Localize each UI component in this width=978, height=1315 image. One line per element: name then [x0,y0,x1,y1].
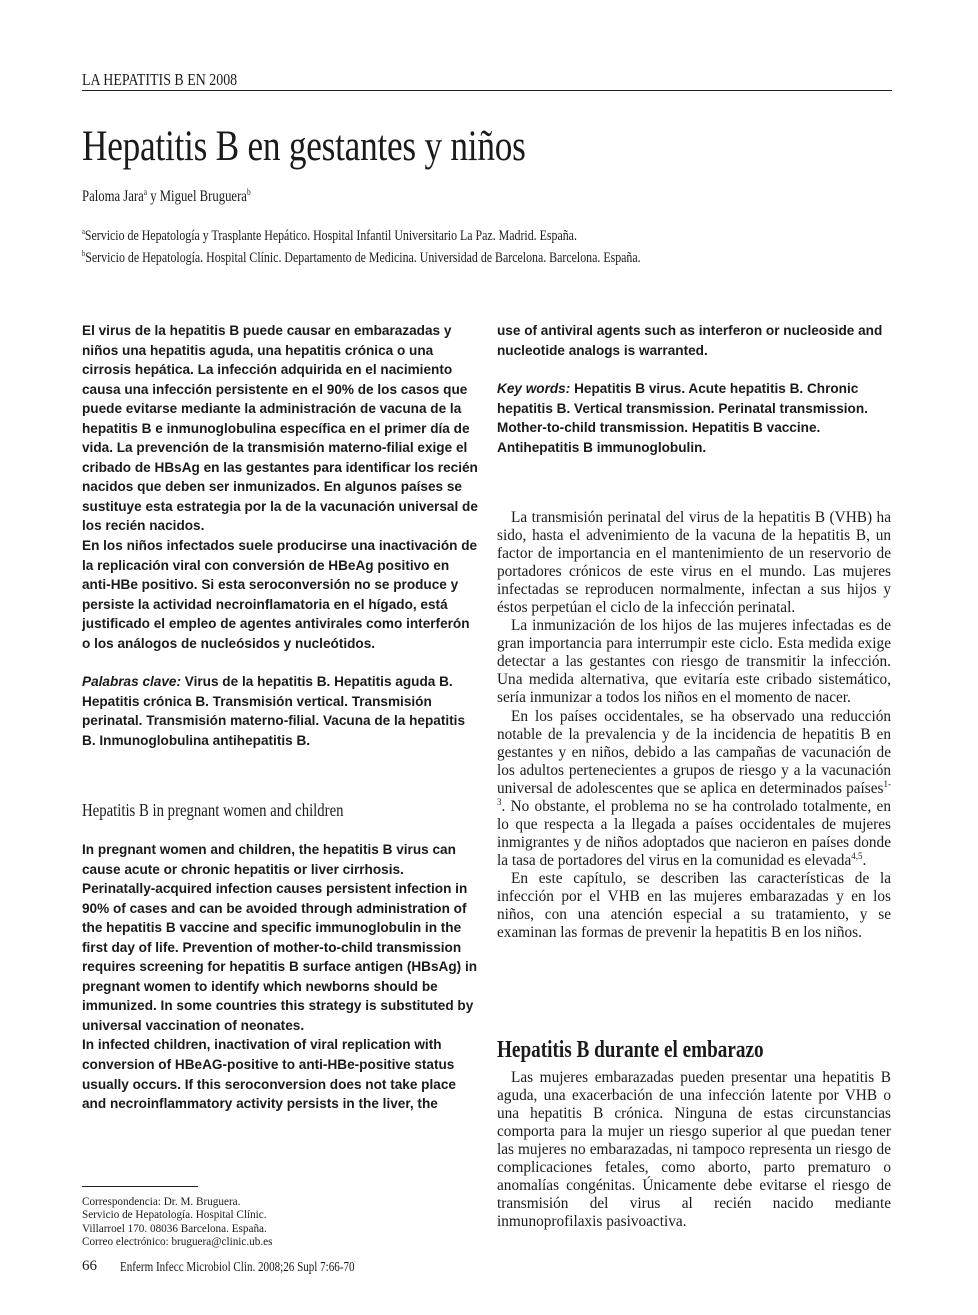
affiliations [82,223,641,267]
abstract-paragraph: In pregnant women and children, the hepatitis B virus can cause acute or chronic hepatitis or liver cirrhosis. Perinatally-acquired infection causes persistent infection in 90% of cases and can be avoided through administration of the hepatitis B vaccine and specific immunoglobulin in the first day of life. Prevention of mother-to-child transmission requires screening for hepatitis B surface antigen (HBsAg) in pregnant women to identify which newborns should be immunized. In some countries this strategy is substituted by universal vaccination of neonates. [82,842,478,1033]
correspondence-email: Correo electrónico: bruguera@clinic.ub.es [82,1235,273,1248]
affiliation-line [82,223,641,245]
body-paragraph: La inmunización de los hijos de las mujeres infectadas es de gran importancia para interrumpir este ciclo. Esta medida exige detectar a las gestantes con riesgo de transmitir la infección. Una medida alternativa, que evitaría este cribado sistemático, sería inmunizar a todos los niños en el momento de nacer. [497,617,891,707]
english-keywords [497,379,893,457]
author-list [82,187,251,206]
correspondence-line: Villarroel 170. 08036 Barcelona. España. [82,1222,267,1235]
correspondence-line: Correspondencia: Dr. M. Bruguera. [82,1196,241,1208]
affiliation-mark: a [82,227,85,236]
introduction [497,509,891,942]
keywords-label: Palabras clave: [82,674,181,690]
author-connector: y [147,188,160,206]
author-name: Miguel Bruguera [159,188,247,206]
footnote-rule [82,1186,198,1187]
page-number: 66 [82,1258,97,1274]
spanish-keywords [82,672,478,750]
journal-citation: Enferm Infecc Microbiol Clin. 2008;26 Supl 7:66-70 [120,1259,355,1274]
author-affiliation-mark: a [143,187,148,197]
english-abstract [82,840,478,1114]
reference-mark: 1-3 [497,778,891,807]
keywords-text: Virus de la hepatitis B. Hepatitis aguda B. Hepatitis crónica B. Transmisión vertical. Transmisión perinatal. Transmisión materno-filial. Vacuna de la hepatitis B. Inmunoglobulina antihepatitis B. [82,674,466,748]
body-paragraph: La transmisión perinatal del virus de la hepatitis B (VHB) ha sido, hasta el advenimiento de la vacuna de la hepatitis B, un factor de importancia en el mantenimiento de un reservorio de portadores crónicos de este virus en el mundo. Las mujeres infectadas se reproducen normalmente, infectan a sus hijos y éstos perpetúan el ciclo de la infección perinatal. [497,509,891,617]
running-header: LA HEPATITIS B EN 2008 [82,70,238,89]
keywords-label: Key words: [497,381,571,397]
body-text-run: En los países occidentales, se ha observado una reducción notable de la prevalencia y de la incidencia de hepatitis B en gestantes y en niños, debido a las campañas de vacunación de los adultos pertenecientes a grupos de riesgo y a la vacunación universal de adolescentes que se aplica en determinados países [497,707,891,797]
body-text-run: . [862,851,867,869]
author-affiliation-mark: b [246,187,251,197]
section-heading: Hepatitis B durante el embarazo [497,1037,764,1063]
reference-mark: 4,5 [851,850,863,861]
abstract-paragraph: use of antiviral agents such as interferon or nucleoside and nucleotide analogs is warranted. [497,323,883,358]
article-title: Hepatitis B en gestantes y niños [82,123,526,170]
english-abstract-continued [497,321,893,457]
section-body [497,1069,891,1231]
author-name: Paloma Jara [82,188,144,206]
header-rule [82,90,892,91]
affiliation-text: Servicio de Hepatología. Hospital Clínic. Departamento de Medicina. Universidad de Barcelona. Barcelona. España. [85,249,641,266]
abstract-paragraph: El virus de la hepatitis B puede causar en embarazadas y niños una hepatitis aguda, una hepatitis crónica o una cirrosis hepática. La infección adquirida en el nacimiento causa una infección persistente en el 90% de los casos que puede evitarse mediante la administración de vacuna de la hepatitis B e inmunoglobulina específica en el primer día de vida. La prevención de la transmisión materno-filial exige el cribado de HBsAg en las gestantes para identificar los recién nacidos que deben ser inmunizados. En algunos países se sustituye esta estrategia por la de la vacunación universal de los recién nacidos. [82,323,478,534]
body-paragraph [497,708,891,870]
body-paragraph: En este capítulo, se describen las características de la infección por el VHB en las mujeres embarazadas y en los niños, con una atención especial a su tratamiento, y se examinan las formas de prevenir la hepatitis B en los niños. [497,869,891,942]
abstract-paragraph: En los niños infectados suele producirse una inactivación de la replicación viral con conversión de HBeAg positivo en anti-HBe positivo. Si esta seroconversión no se produce y persiste la actividad necroinflamatoria en el hígado, está justificado el empleo de agentes antivirales como interferón o los análogos de nucleósidos y nucleótidos. [82,538,478,651]
affiliation-text: Servicio de Hepatología y Trasplante Hepático. Hospital Infantil Universitario La Paz. Madrid. España. [84,227,577,244]
body-paragraph: Las mujeres embarazadas pueden presentar una hepatitis B aguda, una exacerbación de una infección latente por VHB o una hepatitis B crónica. Ninguna de estas circunstancias comporta para la mujer un riesgo superior al que puedan tener las mujeres no embarazadas, ni tampoco representa un riesgo de complicaciones fetales, como aborto, parto prematuro o anomalías congénitas. Únicamente debe evitarse el riesgo de transmisión del virus al recién nacido mediante inmunoprofilaxis pasivoactiva. [497,1069,891,1231]
affiliation-mark: b [82,248,86,258]
abstract-paragraph: In infected children, inactivation of viral replication with conversion of HBeAG-positive to anti-HBe-positive status usually occurs. If this seroconversion does not take place and necroinflammatory activity persists in the liver, the [82,1037,456,1112]
english-title: Hepatitis B in pregnant women and children [82,800,344,820]
keywords-text: Hepatitis B virus. Acute hepatitis B. Chronic hepatitis B. Vertical transmission. Perinatal transmission. Mother-to-child transmission. Hepatitis B vaccine. Antihepatitis B immunoglobulin. [497,381,868,455]
spanish-abstract [82,321,478,750]
correspondence-note [82,1196,272,1249]
correspondence-line: Servicio de Hepatología. Hospital Clínic. [82,1209,267,1222]
body-text-run: . No obstante, el problema no se ha controlado totalmente, en lo que respecta a la llegada a países occidentales de mujeres inmigrantes y de niños adoptados que nacieron en países donde la tasa de portadores del virus en la comunidad es elevada [497,797,891,869]
affiliation-line [82,245,641,267]
